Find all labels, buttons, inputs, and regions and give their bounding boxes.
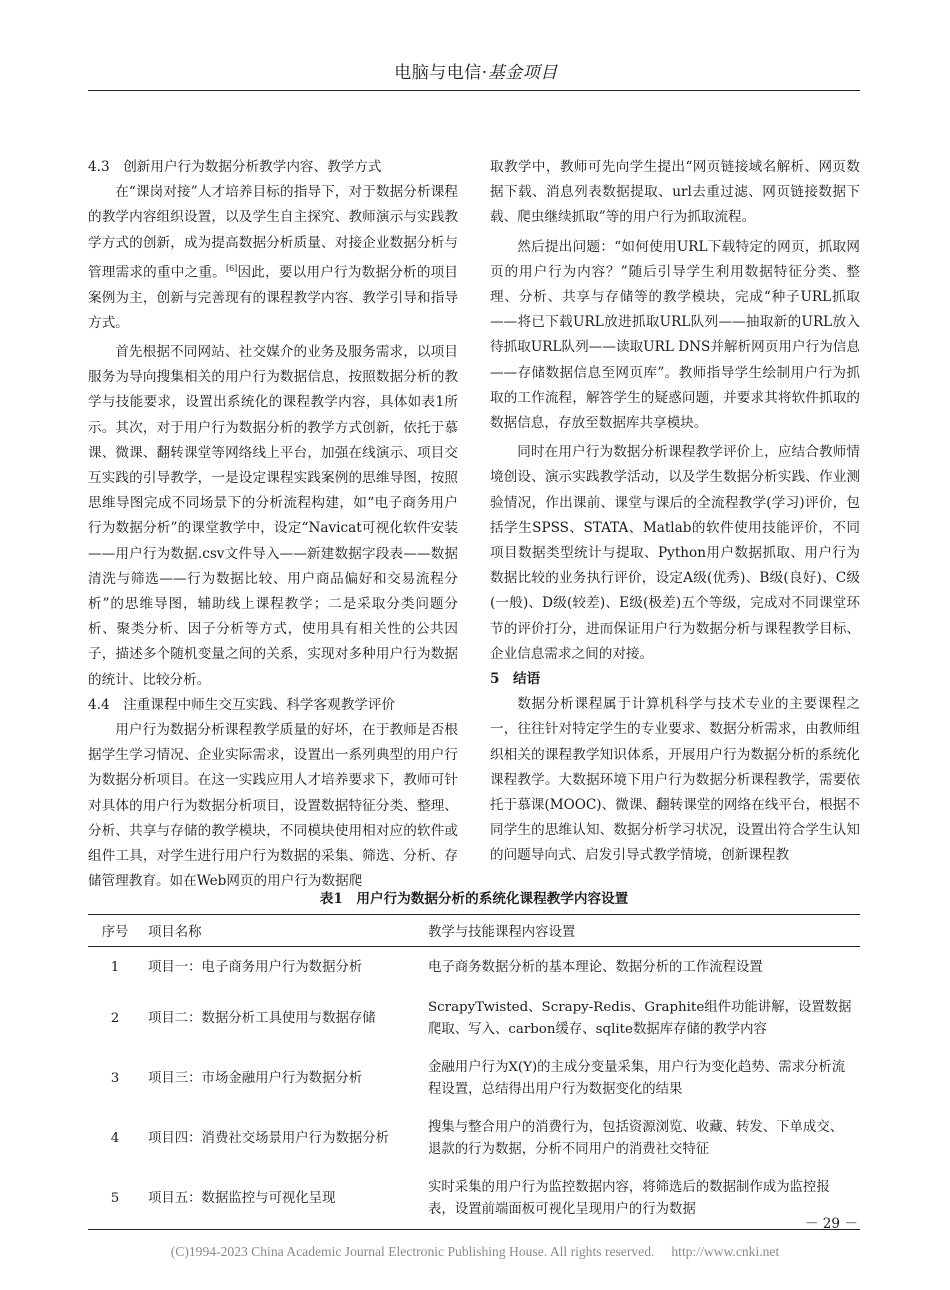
section-category: 基金项目 (487, 63, 558, 83)
row-no: 1 (110, 960, 120, 975)
table-row (88, 1169, 860, 1230)
header-rule (88, 90, 860, 91)
table-header-row (88, 915, 860, 947)
copyright-footer: (C)1994-2023 China Academic Journal Electronic Publishing House. All rights reserved. http://www.cnki.net (170, 1244, 780, 1259)
right-paragraph-3: 同时在用户行为数据分析课程教学评价上，应结合教师情境创设、演示实践教学活动，以及学生数据分析实践、作业测验情况，作出课前、课堂与课后的全流程教学(学习)评价，包括学生SPSS、STATA、Matlab的软件使用技能评价，不同项目数据类型统计与提取、Python用户数据抓取、用户行为数据比较的业务执行评价，设定A级(优秀)、B级(良好)、C级(一般)、D级(较差)、E级(极差)五个等级，完成对不同课堂环节的评价打分，进而保证用户行为数据分析与课程教学目标、企业信息需求之间的对接。 (490, 444, 860, 662)
section-5-heading: 5 结语 (490, 671, 541, 688)
row-name: 项目五：数据监控与可视化呈现 (142, 1169, 422, 1230)
table-row (88, 1049, 860, 1109)
right-column (490, 155, 860, 869)
section-4-3-heading: 4.3 创新用户行为数据分析教学内容、教学方式 (88, 159, 382, 175)
table-row (88, 947, 860, 990)
section-5-paragraph-1: 数据分析课程属于计算机科学与技术专业的主要课程之一，往往针对特定学生的专业要求、数据分析需求，由教师组织相关的课程教学知识体系，开展用户行为数据分析的系统化课程教学。大数据环境下用户行为数据分析课程教学，需要依托于慕课(MOOC)、微课、翻转课堂的网络在线平台，根据不同学生的思维认知、数据分析学习状况，设置出符合学生认知的问题导向式、启发引导式教学情境，创新课程教 (490, 696, 860, 864)
right-paragraph-2: 然后提出问题：“如何使用URL下载特定的网页，抓取网页的用户行为内容？”随后引导学生利用数据特征分类、整理、分析、共享与存储等的教学模块，完成“种子URL抓取——将已下载URL放进抓取URL队列——抽取新的URL放入待抓取URL队列——读取URL DNS并解析网页用户行为信息——存储数据信息至网页库”。教师指导学生绘制用户行为抓取的工作流程，解答学生的疑惑问题，并要求其将软件抓取的数据信息，存放至数据库共享模块。 (490, 238, 860, 432)
left-column (88, 155, 458, 894)
row-no: 5 (88, 1169, 142, 1230)
header-no: 序号 (88, 915, 142, 947)
header-content: 教学与技能课程内容设置 (422, 915, 860, 947)
row-name: 项目四：消费社交场景用户行为数据分析 (148, 1131, 390, 1146)
row-no: 2 (110, 1011, 120, 1026)
section-4-3-paragraph-1: 在“课岗对接”人才培养目标的指导下，对于数据分析课程的教学内容组织设置，以及学生自主探究、教师演示与实践教学方式的创新，成为提高数据分析质量、对接企业数据分析与管理需求的重中之重。[6]因此，要以用户行为数据分析的项目案例为主，创新与完善现有的课程教学内容、教学引导和指导方式。 (88, 184, 459, 331)
row-content: 实时采集的用户行为监控数据内容，将筛选后的数据制作成为监控报表，设置前端面板可视化呈现用户的行为数据 (422, 1169, 860, 1230)
section-4-4-paragraph-1: 用户行为数据分析课程教学质量的好坏，在于教师是否根据学生学习情况、企业实际需求，设置出一系列典型的用户行为数据分析项目。在这一实践应用人才培养要求下，教师可针对具体的用户行为数据分析项目，设置数据特征分类、整理、分析、共享与存储的教学模块，不同模块使用相对应的软件或组件工具，对学生进行用户行为数据的采集、筛选、分析、存储管理教育。如在Web网页的用户行为数据爬 (88, 722, 458, 890)
running-header (92, 58, 860, 83)
journal-name: 电脑与电信 (394, 63, 482, 83)
row-content: 金融用户行为X(Y)的主成分变量采集，用户行为变化趋势、需求分析流程设置，总结得出用户行为数据变化的结果 (428, 1060, 846, 1097)
header-name: 项目名称 (142, 915, 422, 947)
page-number: － 29 － (804, 1216, 858, 1232)
citation-ref: [6] (225, 263, 238, 273)
row-name: 项目一：电子商务用户行为数据分析 (148, 960, 363, 975)
table-1 (88, 914, 860, 1230)
table-row (88, 1109, 860, 1169)
header-separator: · (481, 63, 488, 83)
row-name: 项目二：数据分析工具使用与数据存储 (148, 1011, 376, 1026)
section-4-4-heading: 4.4 注重课程中师生交互实践、科学客观教学评价 (88, 696, 396, 713)
table-1-title: 表1 用户行为数据分析的系统化课程教学内容设置 (319, 891, 629, 907)
row-name: 项目三：市场金融用户行为数据分析 (148, 1071, 363, 1086)
row-no: 3 (110, 1071, 120, 1086)
row-content: ScrapyTwisted、Scrapy-Redis、Graphite组件功能讲解，设置数据爬取、写入、carbon缓存、sqlite数据库存储的教学内容 (428, 1000, 852, 1037)
table-row (88, 989, 860, 1049)
row-no: 4 (110, 1131, 120, 1146)
section-4-3-paragraph-2: 首先根据不同网站、社交媒介的业务及服务需求，以项目服务为导向搜集相关的用户行为数据信息，按照数据分析的教学与技能要求，设置出系统化的课程教学内容，具体如表1所示。其次，对于用户行为数据分析的教学方式创新，依托于慕课、微课、翻转课堂等网络线上平台，加强在线演示、项目交互实践的引导教学，一是设定课程实践案例的思维导图，按照思维导图完成不同场景下的分析流程构建，如“电子商务用户行为数据分析”的课堂教学中，设定“Navicat可视化软件安装——用户行为数据.csv文件导入——新建数据字段表——数据清洗与筛选——行为数据比较、用户商品偏好和交易流程分析”的思维导图，辅助线上课程教学；二是采取分类问题分析、聚类分析、因子分析等方式，使用具有相关性的公共因子，描述多个随机变量之间的关系，实现对多种用户行为数据的统计、比较分析。 (88, 343, 458, 688)
continued-paragraph: 取教学中，教师可先向学生提出“网页链接域名解析、网页数据下载、消息列表数据提取、url去重过滤、网页链接数据下载、爬虫继续抓取”等的用户行为抓取流程。 (490, 159, 860, 226)
row-content: 搜集与整合用户的消费行为，包括资源浏览、收藏、转发、下单成交、退款的行为数据，分析不同用户的消费社交特征 (428, 1120, 844, 1157)
row-content: 电子商务数据分析的基本理论、数据分析的工作流程设置 (428, 960, 763, 975)
